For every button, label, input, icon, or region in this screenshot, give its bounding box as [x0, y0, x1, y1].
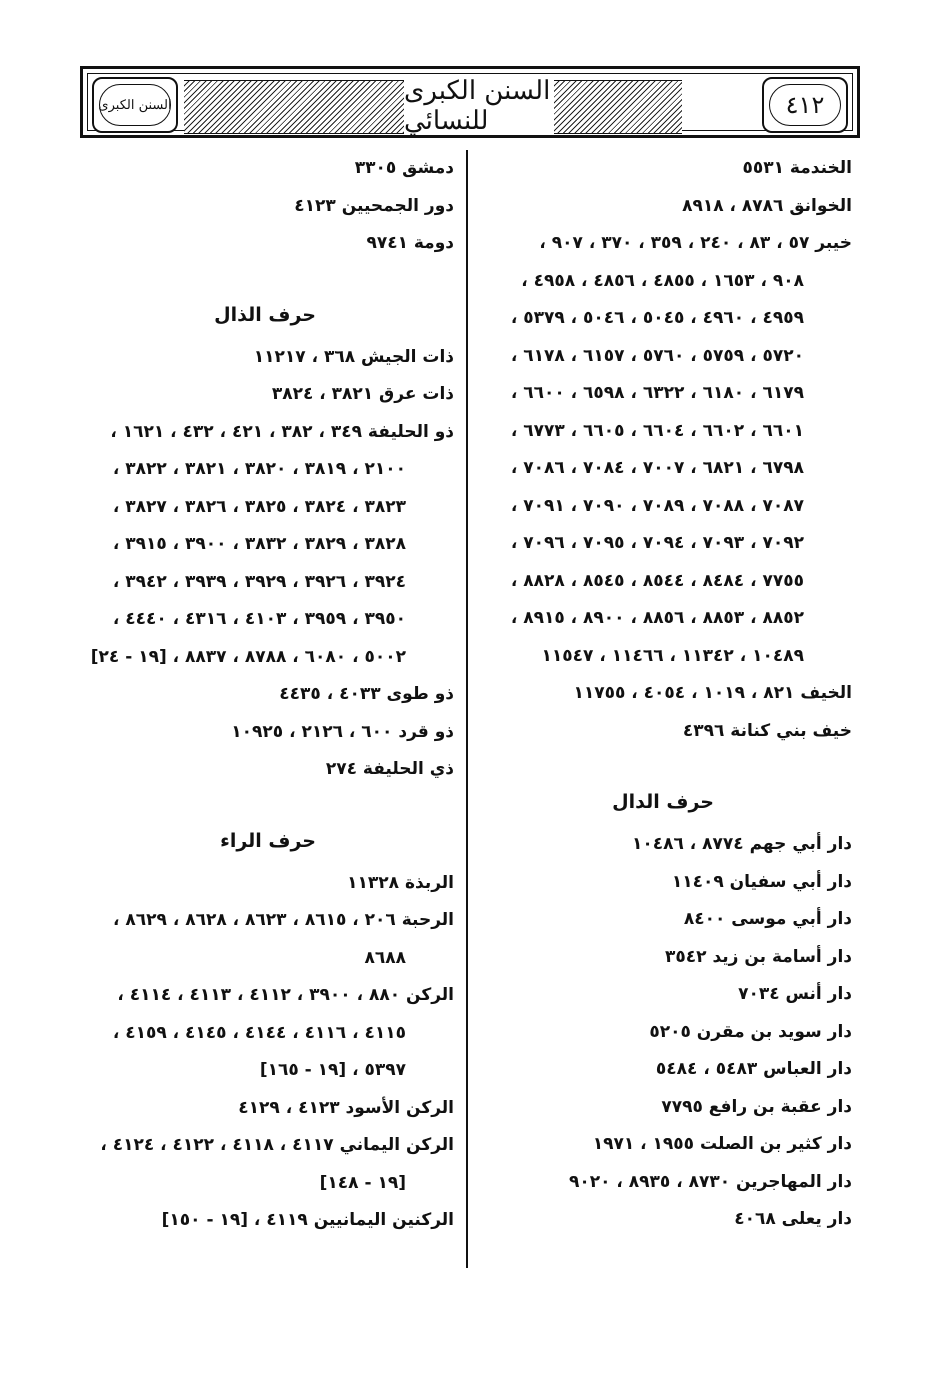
index-entry-continuation: ٦٦٠١ ، ٦٦٠٢ ، ٦٦٠٤ ، ٦٦٠٥ ، ٦٧٧٣ ،	[510, 420, 804, 441]
index-entry: الرحبة ٢٠٦ ، ٨٦١٥ ، ٨٦٢٣ ، ٨٦٢٨ ، ٨٦٢٩ ،	[113, 910, 454, 930]
index-entry: ذو الحليفة ٣٤٩ ، ٣٨٢ ، ٤٢١ ، ٤٣٢ ، ١٦٢١ ،	[110, 421, 454, 442]
index-entry-continuation: ٤١١٥ ، ٤١١٦ ، ٤١٤٤ ، ٤١٤٥ ، ٤١٥٩ ،	[112, 1022, 406, 1043]
index-entry: خيف بني كنانة ٤٣٩٦	[682, 720, 852, 741]
section-gap	[76, 789, 454, 817]
index-entry-continuation: ٧٠٩٢ ، ٧٠٩٣ ، ٧٠٩٤ ، ٧٠٩٥ ، ٧٠٩٦ ،	[510, 533, 804, 553]
left-column	[76, 150, 454, 1240]
index-entry: دار أبي موسى ٨٤٠٠	[683, 909, 852, 929]
index-entry: الربذة ١١٣٢٨	[347, 872, 454, 893]
index-entry-continuation: ٣٨٢٨ ، ٣٨٢٩ ، ٣٨٣٢ ، ٣٩٠٠ ، ٣٩١٥ ،	[112, 534, 406, 554]
index-entry: دار يعلى ٤٠٦٨	[734, 1209, 852, 1229]
index-entry: ذي الحليفة ٢٧٤	[325, 759, 454, 779]
page-number: ٤١٢	[785, 91, 825, 119]
section-gap	[476, 750, 852, 778]
index-entry: دار أبي جهم ٨٧٧٤ ، ١٠٤٨٦	[631, 834, 852, 854]
header-ornament-band	[184, 80, 404, 134]
index-entry: ذات عرق ٣٨٢١ ، ٣٨٢٤	[271, 384, 454, 404]
index-entry: دمشق ٣٣٠٥	[354, 158, 454, 178]
section-heading: حرف الدال	[612, 791, 714, 813]
index-entry: الركن اليماني ٤١١٧ ، ٤١١٨ ، ٤١٢٢ ، ٤١٢٤ ،	[100, 1135, 454, 1155]
index-entry: دار أبي سفيان ١١٤٠٩	[671, 871, 852, 892]
index-entry: الركن ٨٨٠ ، ٣٩٠٠ ، ٤١١٢ ، ٤١١٣ ، ٤١١٤ ،	[117, 985, 454, 1005]
index-entry: دار أنس ٧٠٣٤	[738, 984, 852, 1004]
index-entry: الركنين اليمانيين ٤١١٩ ، [١٩ - ١٥٠]	[161, 1210, 454, 1230]
running-title-text: السنن الكبرى للنسائي	[404, 76, 551, 136]
index-entry-continuation: ٦٧٩٨ ، ٦٨٢١ ، ٧٠٠٧ ، ٧٠٨٤ ، ٧٠٨٦ ،	[510, 458, 804, 478]
index-entry: دار سويد بن مقرن ٥٢٠٥	[649, 1021, 852, 1042]
index-entry-continuation: ٣٩٢٤ ، ٣٩٢٦ ، ٣٩٢٩ ، ٣٩٣٩ ، ٣٩٤٢ ،	[112, 571, 406, 592]
index-entry: دار العباس ٥٤٨٣ ، ٥٤٨٤	[655, 1059, 852, 1079]
book-logo-medallion	[92, 77, 178, 133]
index-entry: ذو قرد ٦٠٠ ، ٢١٢٦ ، ١٠٩٢٥	[231, 721, 454, 742]
index-entry-continuation: ٧٠٨٧ ، ٧٠٨٨ ، ٧٠٨٩ ، ٧٠٩٠ ، ٧٠٩١ ،	[510, 495, 804, 516]
index-entry-continuation: ٥٧٢٠ ، ٥٧٥٩ ، ٥٧٦٠ ، ٦١٥٧ ، ٦١٧٨ ،	[510, 345, 804, 366]
index-entry-continuation: ٨٦٨٨	[364, 947, 406, 968]
right-column	[476, 150, 852, 1239]
section-heading: حرف الراء	[220, 829, 316, 852]
index-entry: ذو طوى ٤٠٣٣ ، ٤٤٣٥	[279, 684, 454, 704]
index-entry: دار أسامة بن زيد ٣٥٤٢	[665, 946, 852, 967]
index-entry: دور الجمحيين ٤١٢٣	[294, 195, 454, 216]
index-entry-continuation: ١٠٤٨٩ ، ١١٣٤٢ ، ١١٤٦٦ ، ١١٥٤٧	[541, 645, 804, 666]
index-entry-continuation: ٧٧٥٥ ، ٨٤٨٤ ، ٨٥٤٤ ، ٨٥٤٥ ، ٨٨٢٨ ،	[510, 570, 804, 591]
header-ornament-band	[554, 80, 682, 134]
index-entry-continuation: ٤٩٥٩ ، ٤٩٦٠ ، ٥٠٤٥ ، ٥٠٤٦ ، ٥٣٧٩ ،	[510, 308, 804, 328]
index-entry: الخوانق ٨٧٨٦ ، ٨٩١٨	[682, 195, 852, 216]
index-entry-continuation: ٢١٠٠ ، ٣٨١٩ ، ٣٨٢٠ ، ٣٨٢١ ، ٣٨٢٢ ،	[112, 459, 406, 479]
index-entry-continuation: ٥٣٩٧ ، [١٩ - ١٦٥]	[259, 1060, 406, 1080]
index-entry-continuation: ٥٠٠٢ ، ٦٠٨٠ ، ٨٧٨٨ ، ٨٨٣٧ ، [١٩ - ٢٤]	[90, 646, 406, 667]
index-entry: دومة ٩٧٤١	[366, 233, 454, 253]
index-entry-continuation: ٦١٧٩ ، ٦١٨٠ ، ٦٣٢٢ ، ٦٥٩٨ ، ٦٦٠٠ ،	[510, 383, 804, 403]
index-entry: ذات الجيش ٣٦٨ ، ١١٢١٧	[253, 346, 454, 367]
index-entry: دار عقبة بن رافع ٧٧٩٥	[661, 1096, 852, 1117]
page-header	[80, 66, 860, 138]
running-title	[404, 78, 554, 134]
index-entry: خيبر ٥٧ ، ٨٣ ، ٢٤٠ ، ٣٥٩ ، ٣٧٠ ، ٩٠٧ ،	[539, 233, 852, 253]
page-number-medallion	[762, 77, 848, 133]
column-divider	[466, 150, 468, 1268]
book-logo: السنن الكبرى	[98, 97, 172, 113]
index-entry: الخندمة ٥٥٣١	[742, 158, 852, 178]
index-entry-continuation: ٣٨٢٣ ، ٣٨٢٤ ، ٣٨٢٥ ، ٣٨٢٦ ، ٣٨٢٧ ،	[112, 496, 406, 517]
index-entry: الركن الأسود ٤١٢٣ ، ٤١٢٩	[238, 1097, 454, 1118]
index-entry-continuation: ٣٩٥٠ ، ٣٩٥٩ ، ٤١٠٣ ، ٤٣١٦ ، ٤٤٤٠ ،	[112, 609, 406, 629]
header-inner-frame	[87, 73, 853, 136]
index-entry: دار المهاجرين ٨٧٣٠ ، ٨٩٣٥ ، ٩٠٢٠	[568, 1171, 852, 1192]
index-entry-continuation: ٩٠٨ ، ١٦٥٣ ، ٤٨٥٥ ، ٤٨٥٦ ، ٤٩٥٨ ،	[521, 270, 804, 291]
index-entry-continuation: ٨٨٥٢ ، ٨٨٥٣ ، ٨٨٥٦ ، ٨٩٠٠ ، ٨٩١٥ ،	[510, 608, 804, 628]
section-heading: حرف الذال	[214, 303, 316, 326]
index-entry: دار كثير بن الصلت ١٩٥٥ ، ١٩٧١	[592, 1134, 852, 1154]
index-entry-continuation: [١٩ - ١٤٨]	[319, 1172, 406, 1193]
section-gap	[76, 263, 454, 291]
index-entry: الخيف ٨٢١ ، ١٠١٩ ، ٤٠٥٤ ، ١١٧٥٥	[573, 683, 852, 703]
